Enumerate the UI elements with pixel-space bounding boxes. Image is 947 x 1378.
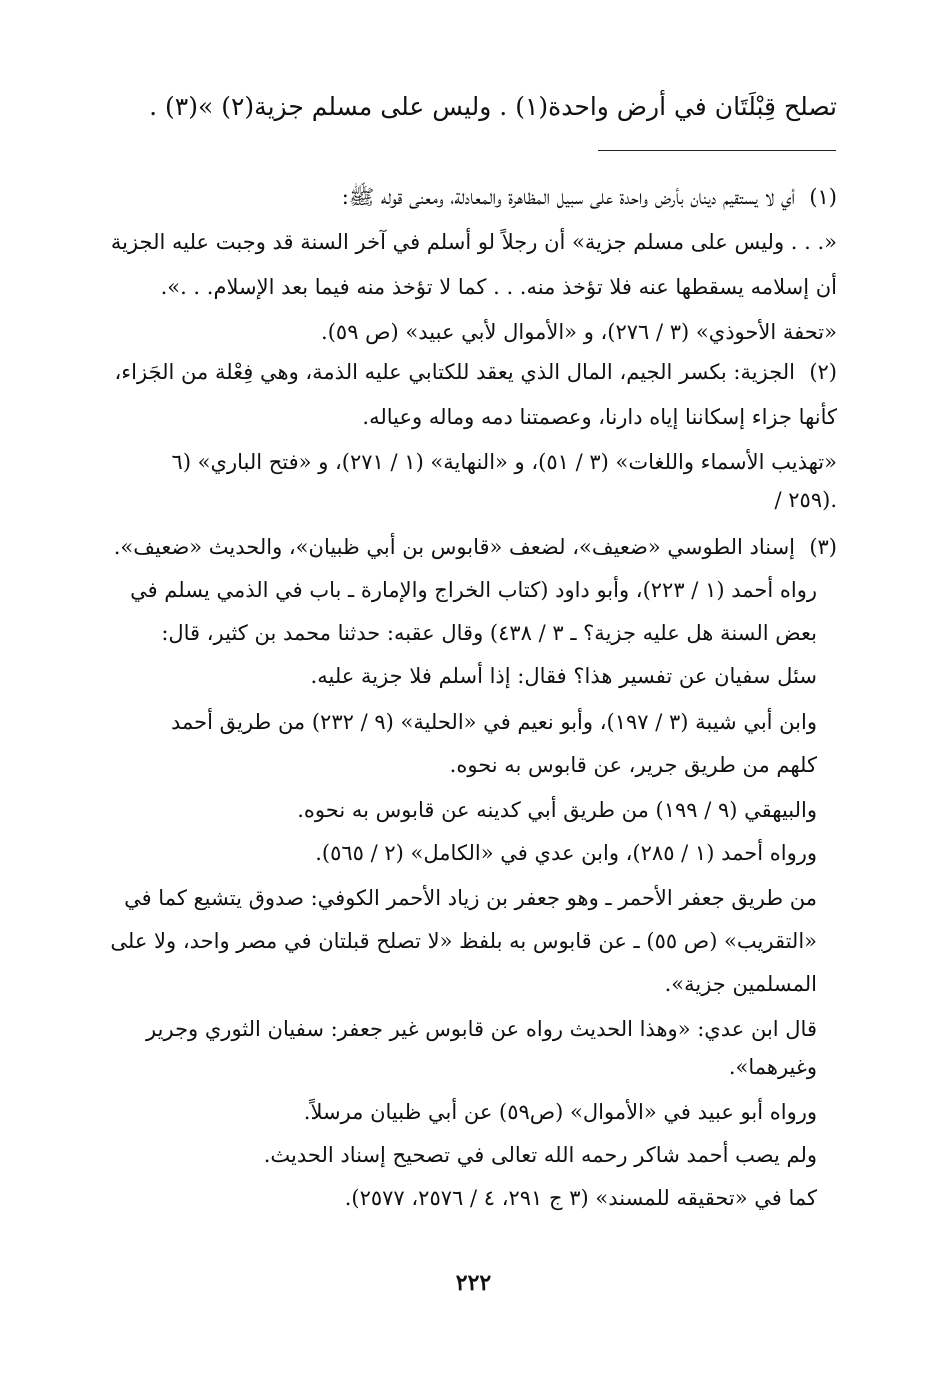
footnote-line: والبيهقي (٩ / ١٩٩) من طريق أبي كدينه عن قابوس به نحوه. [297,798,817,822]
footnote-line: ورواه أحمد (١ / ٢٨٥)، وابن عدي في «الكامل» (٢ / ٥٦٥). [315,841,817,865]
footnote-line: الجزية: بكسر الجيم، المال الذي يعقد للكتابي عليه الذمة، وهي فِعْلة من الجَزاء، [114,360,795,384]
footnote-number: (٢) [809,360,837,384]
footnote-line: ولم يصب أحمد شاكر رحمه الله تعالى في تصحيح إسناد الحديث. [263,1143,817,1167]
footnote-line: ورواه أبو عبيد في «الأموال» (ص٥٩) عن أبي ظبيان مرسلاً. [303,1100,817,1124]
footnote-line: من طريق جعفر الأحمر ـ وهو جعفر بن زياد الأحمر الكوفي: صدوق يتشيع كما في [124,886,817,910]
main-text-line: تصلح قِبْلَتَان في أرض واحدة(١) . وليس على مسلم جزية(٢) »(٣) . [149,92,837,121]
page-number: ٢٢٢ [455,1270,492,1296]
footnote-line: وغيرهما». [728,1055,817,1079]
footnote-line: وابن أبي شيبة (٣ / ١٩٧)، وأبو نعيم في «الحلية» (٩ / ٢٣٢) من طريق أحمد [170,710,817,734]
footnote-line: «تهذيب الأسماء واللغات» (٣ / ٥١)، و «النهاية» (١ / ٢٧١)، و «فتح الباري» (٦ [171,450,837,474]
footnote-line: كما في «تحقيقه للمسند» (٣ ج ٢٩١، ٤ / ٢٥٧٦، ٢٥٧٧). [344,1186,817,1210]
footnote-line: المسلمين جزية». [664,972,817,996]
footnote-separator [598,150,836,151]
footnote-line: بعض السنة هل عليه جزية؟ ـ ٣ / ٤٣٨) وقال عقبه: حدثنا محمد بن كثير، قال: [161,621,817,645]
footnote-line: رواه أحمد (١ / ٢٢٣)، وأبو داود (كتاب الخراج والإمارة ـ باب في الذمي يسلم في [130,578,817,602]
footnote-line: سئل سفيان عن تفسير هذا؟ فقال: إذا أسلم فلا جزية عليه. [310,664,817,688]
footnote-line: «التقريب» (ص ٥٥) ـ عن قابوس به بلفظ «لا تصلح قبلتان في مصر واحد، ولا على [110,929,817,953]
footnote-line: إسناد الطوسي «ضعيف»، لضعف «قابوس بن أبي ظبيان»، والحديث «ضعيف». [113,535,795,559]
footnote-line: قال ابن عدي: «وهذا الحديث رواه عن قابوس غير جعفر: سفيان الثوري وجرير [146,1017,817,1041]
footnote-number: (٣) [809,535,837,559]
footnote-line: / ٢٥٩). [774,488,837,512]
footnote-line: أن إسلامه يسقطها عنه فلا تؤخذ منه. . . كما لا تؤخذ منه فيما بعد الإسلام. . .». [160,275,837,299]
footnote-line: «. . . وليس على مسلم جزية» أن رجلاً لو أسلم في آخر السنة قد وجبت عليه الجزية [110,230,837,254]
footnote-line: كلهم من طريق جرير، عن قابوس به نحوه. [449,753,817,777]
footnote-line: أي لا يستقيم دينان بأرض واحدة على سبيل المظاهرة والمعادلة، ومعنى قوله ﷺ: [341,185,795,209]
footnote-number: (١) [809,185,837,209]
footnote-line: كأنها جزاء إسكاننا إياه دارنا، وعصمتنا دمه وماله وعياله. [362,405,837,429]
footnote-line: «تحفة الأحوذي» (٣ / ٢٧٦)، و «الأموال لأبي عبيد» (ص ٥٩). [321,320,837,344]
